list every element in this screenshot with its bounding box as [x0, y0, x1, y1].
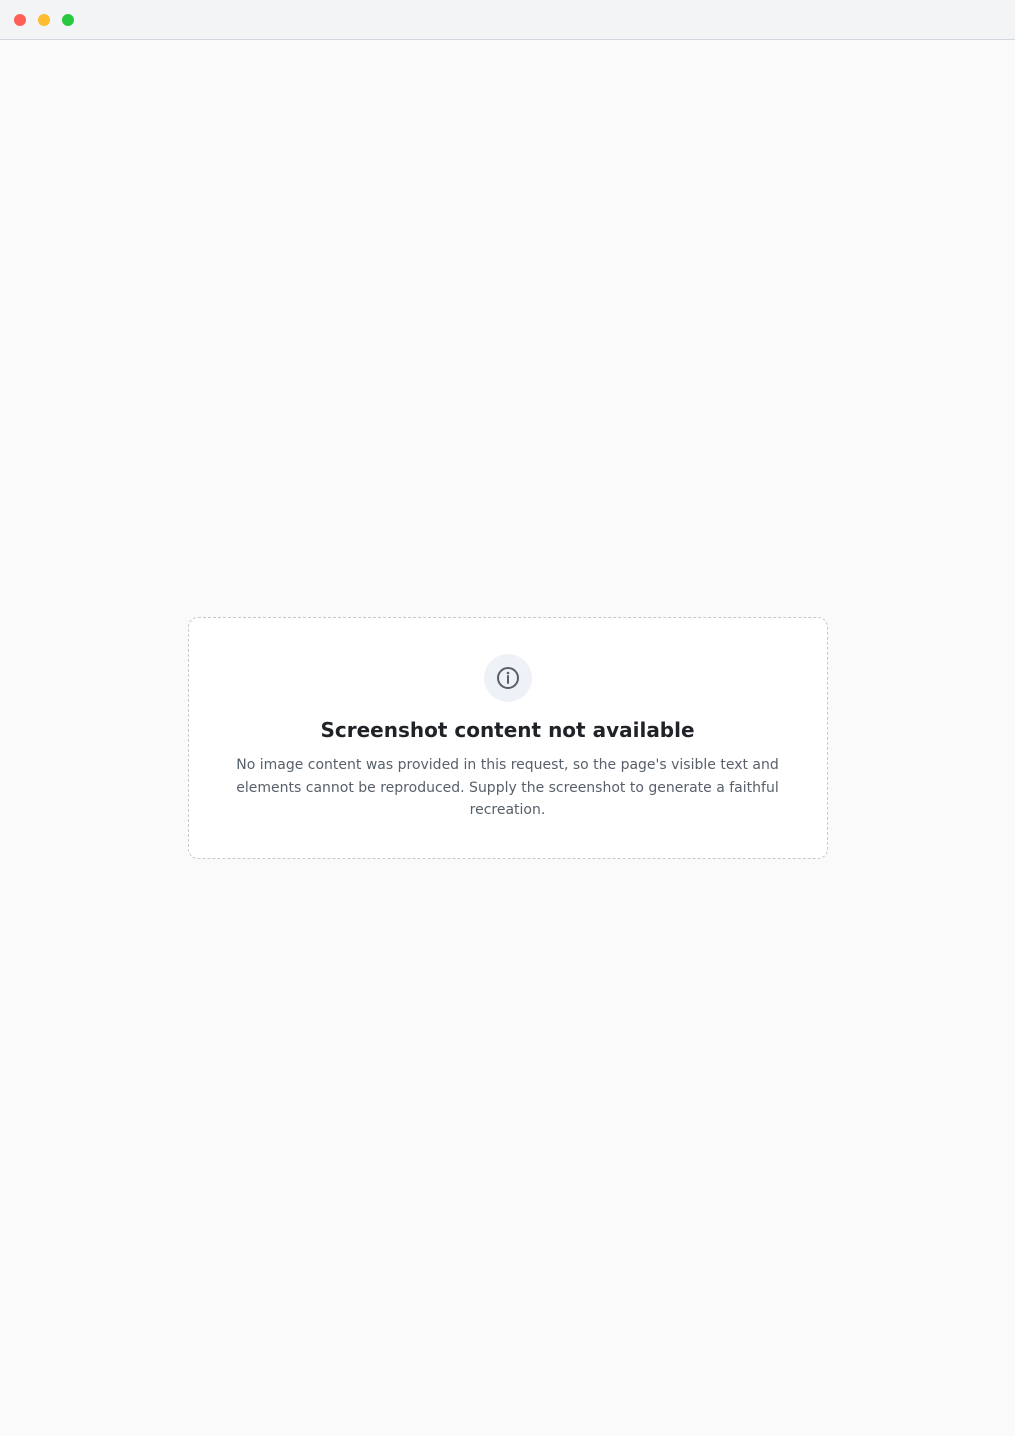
main-content — [0, 40, 1015, 1436]
info-icon — [484, 654, 532, 702]
placeholder-message: No image content was provided in this request, so the page's visible text and elements cannot be reproduced. Supply the screenshot to generate a faithful recreation. — [236, 757, 779, 819]
minimize-window-button[interactable] — [38, 14, 50, 26]
title-bar — [0, 0, 1015, 40]
maximize-window-button[interactable] — [62, 14, 74, 26]
placeholder-panel — [188, 617, 828, 858]
placeholder-heading: Screenshot content not available — [320, 718, 695, 743]
close-window-button[interactable] — [14, 14, 26, 26]
